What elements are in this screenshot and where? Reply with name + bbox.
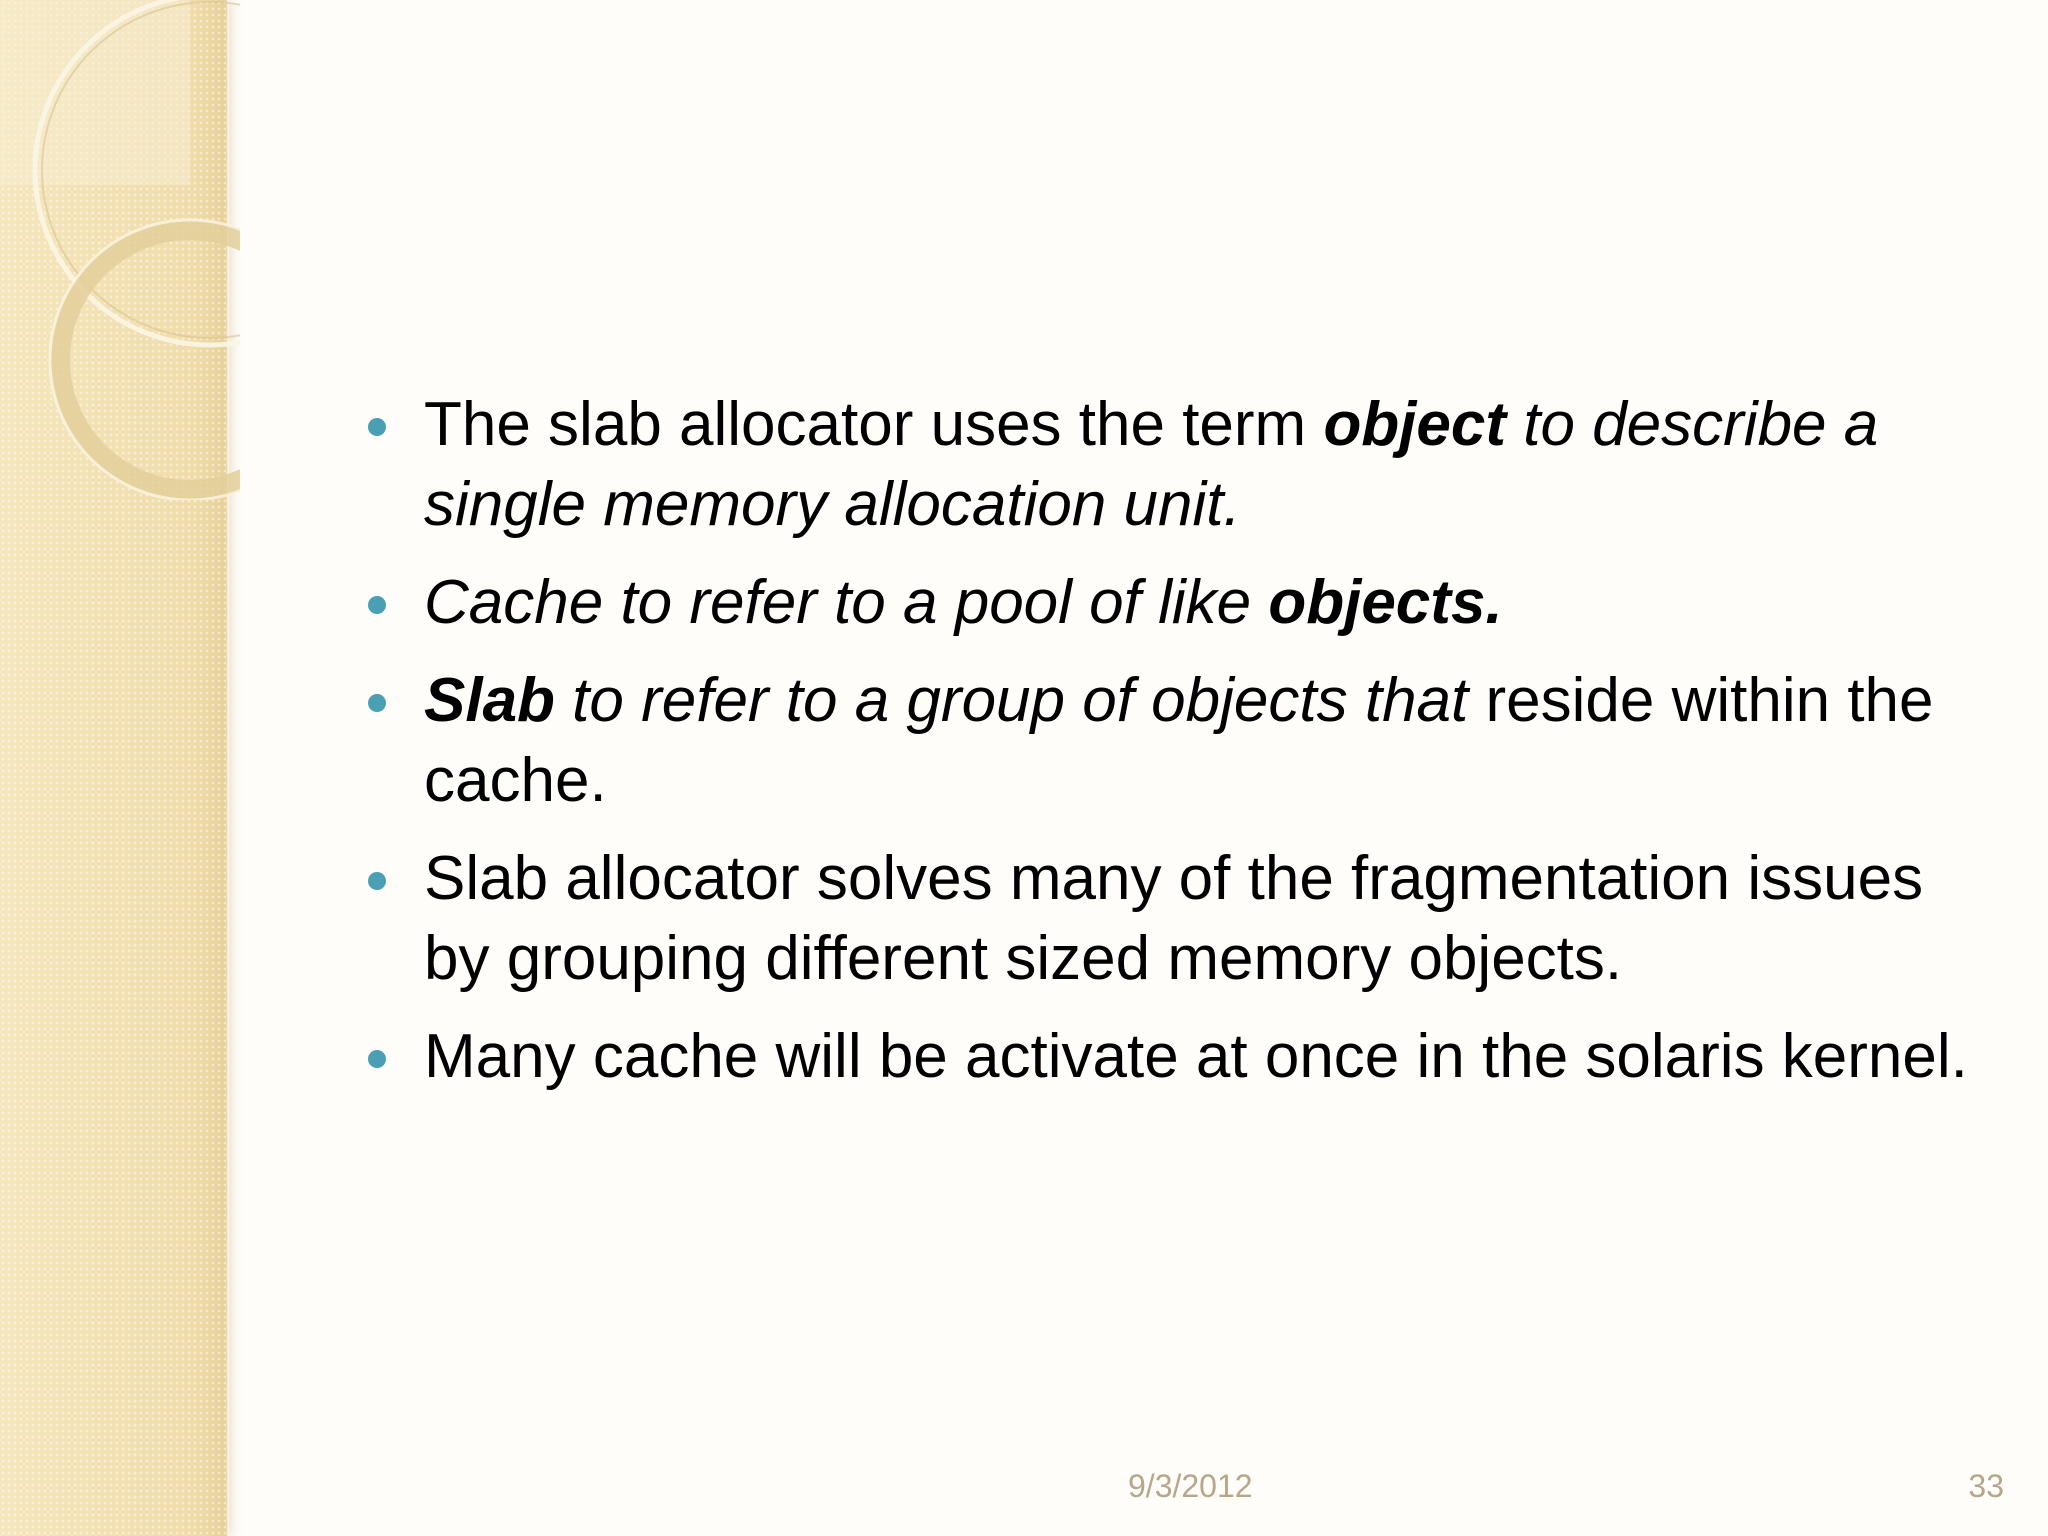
bullet-dot-icon xyxy=(368,596,386,614)
bullet-text-run: Cache to refer to a pool of like xyxy=(424,568,1269,637)
bullet-dot-icon xyxy=(368,418,386,436)
bullet-text-run: reside within the cache. xyxy=(424,666,1934,815)
slide-number: 33 xyxy=(1968,1468,2004,1504)
bullet-item xyxy=(352,1017,1992,1097)
bullet-text-run: object xyxy=(1323,390,1507,459)
bullet-dot-icon xyxy=(368,1050,386,1068)
bullet-item xyxy=(352,661,1992,821)
bullet-text-run: Slab allocator solves many of the fragmentation issues by grouping different sized memory objects. xyxy=(424,844,1924,993)
bullet-text-run: Slab xyxy=(424,666,555,735)
bullet-text-run: The slab allocator uses the term xyxy=(424,390,1324,459)
bullet-dot-icon xyxy=(368,872,386,890)
decorative-small-ring-highlight xyxy=(50,220,240,500)
bullet-text-run: to refer to a group of objects that xyxy=(554,666,1469,735)
bullet-item xyxy=(352,839,1992,999)
footer-date: 9/3/2012 xyxy=(1128,1468,1253,1504)
bullet-item xyxy=(352,563,1992,643)
decorative-small-ring xyxy=(60,230,240,490)
bullet-text-run: objects. xyxy=(1268,568,1503,637)
bullet-list xyxy=(352,385,1992,1115)
bullet-text-run: Many cache will be activate at once in the solaris kernel. xyxy=(424,1022,1968,1091)
decorative-square xyxy=(0,0,190,185)
decorative-rings-graphic xyxy=(0,0,240,500)
bullet-item xyxy=(352,385,1992,545)
bullet-text-run: to describe a single memory allocation unit. xyxy=(424,390,1879,539)
bullet-dot-icon xyxy=(368,694,386,712)
